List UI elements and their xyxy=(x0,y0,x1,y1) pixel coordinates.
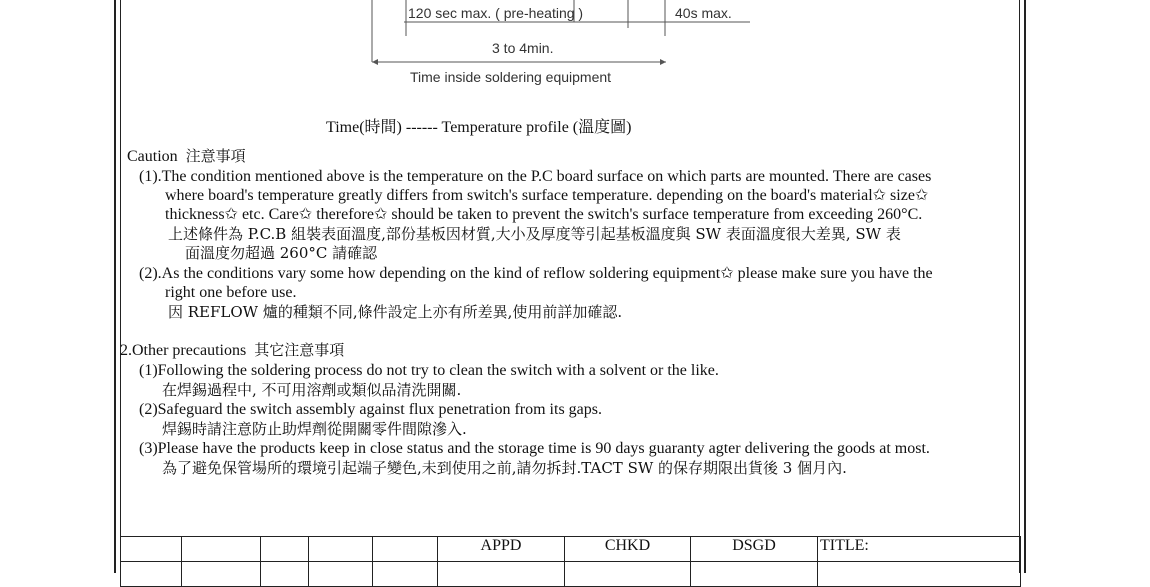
frame-right-inner-border xyxy=(1019,0,1020,573)
preheat-label: 120 sec max. ( pre-heating ) xyxy=(408,5,584,21)
figure-caption: Time(時間) ------ Temperature profile (溫度圖) xyxy=(326,119,632,136)
caution-1-line-3: thickness✩ etc. Care✩ therefore✩ should be taken to prevent the switch's surface temperature from exceeding 260°C. xyxy=(165,206,923,223)
peak-time-label: 40s max. xyxy=(675,5,732,21)
title-block-cell xyxy=(121,537,182,562)
precaution-1-cn: 在焊錫過程中, 不可用溶劑或類似品清洗開關. xyxy=(162,381,462,399)
title-block-cell xyxy=(373,537,438,562)
title-block-cell xyxy=(309,537,373,562)
frame-right-outer-border xyxy=(1024,0,1026,573)
total-time-label: 3 to 4min. xyxy=(492,40,554,56)
precaution-1-en: (1)Following the soldering process do not try to clean the switch with a solvent or the like. xyxy=(139,362,719,379)
caution-heading-en: Caution xyxy=(127,148,178,165)
precaution-2-en: (2)Safeguard the switch assembly against flux penetration from its gaps. xyxy=(139,401,602,418)
title-block-cell xyxy=(121,562,182,587)
title-block-cell xyxy=(565,562,691,587)
other-heading-cn: 其它注意事項 xyxy=(254,341,345,359)
frame-left-outer-border xyxy=(114,0,116,573)
title-block-cell xyxy=(261,537,309,562)
title-block-cell xyxy=(309,562,373,587)
title-block-cell xyxy=(182,562,261,587)
title-block-cell xyxy=(438,562,565,587)
caution-2-chinese: 因 REFLOW 爐的種類不同,條件設定上亦有所差異,使用前詳加確認. xyxy=(168,303,623,321)
title-block-cell xyxy=(261,562,309,587)
other-precautions-heading xyxy=(120,341,344,360)
title-block-cell xyxy=(818,562,1021,587)
title-block-cell xyxy=(182,537,261,562)
title-block xyxy=(120,536,1021,587)
caution-heading xyxy=(127,147,246,166)
precaution-3-en: (3)Please have the products keep in close status and the storage time is 90 days guaranty agter delivering the goods at most. xyxy=(139,440,930,457)
axis-time-label: Time inside soldering equipment xyxy=(410,69,612,85)
precaution-2-cn: 焊錫時請注意防止助焊劑從開關零件間隙滲入. xyxy=(162,420,467,438)
reflow-profile-diagram xyxy=(360,0,780,100)
caution-1-chinese-1: 上述條件為 P.C.B 組裝表面溫度,部份基板因材質,大小及厚度等引起基板溫度與 SW 表面溫度很大差異, SW 表 xyxy=(168,225,901,243)
other-heading-en: 2.Other precautions xyxy=(120,342,247,359)
caution-1-chinese-2: 面溫度勿超過 260°C 請確認 xyxy=(185,244,378,262)
title-cell: TITLE: xyxy=(818,537,1021,562)
caution-1-line-2: where board's temperature greatly differs from switch's surface temperature. depending on the board's material✩ size✩ xyxy=(165,187,929,204)
caution-2-line-2: right one before use. xyxy=(165,284,297,301)
chkd-cell: CHKD xyxy=(565,537,691,562)
caution-1-line-1: (1).The condition mentioned above is the temperature on the P.C board surface on which parts are mounted. There are cases xyxy=(139,168,932,185)
frame-left-inner-border xyxy=(120,0,121,573)
caution-2-line-1: (2).As the conditions vary some how depending on the kind of reflow soldering equipment✩ please make sure you have the xyxy=(139,265,933,282)
appd-cell: APPD xyxy=(438,537,565,562)
dsgd-cell: DSGD xyxy=(691,537,818,562)
precaution-3-cn: 為了避免保管場所的環境引起端子變色,未到使用之前,請勿拆封.TACT SW 的保存期限出貨後 3 個月內. xyxy=(162,459,847,477)
caution-heading-cn: 注意事項 xyxy=(185,147,246,165)
title-block-cell xyxy=(691,562,818,587)
title-block-cell xyxy=(373,562,438,587)
